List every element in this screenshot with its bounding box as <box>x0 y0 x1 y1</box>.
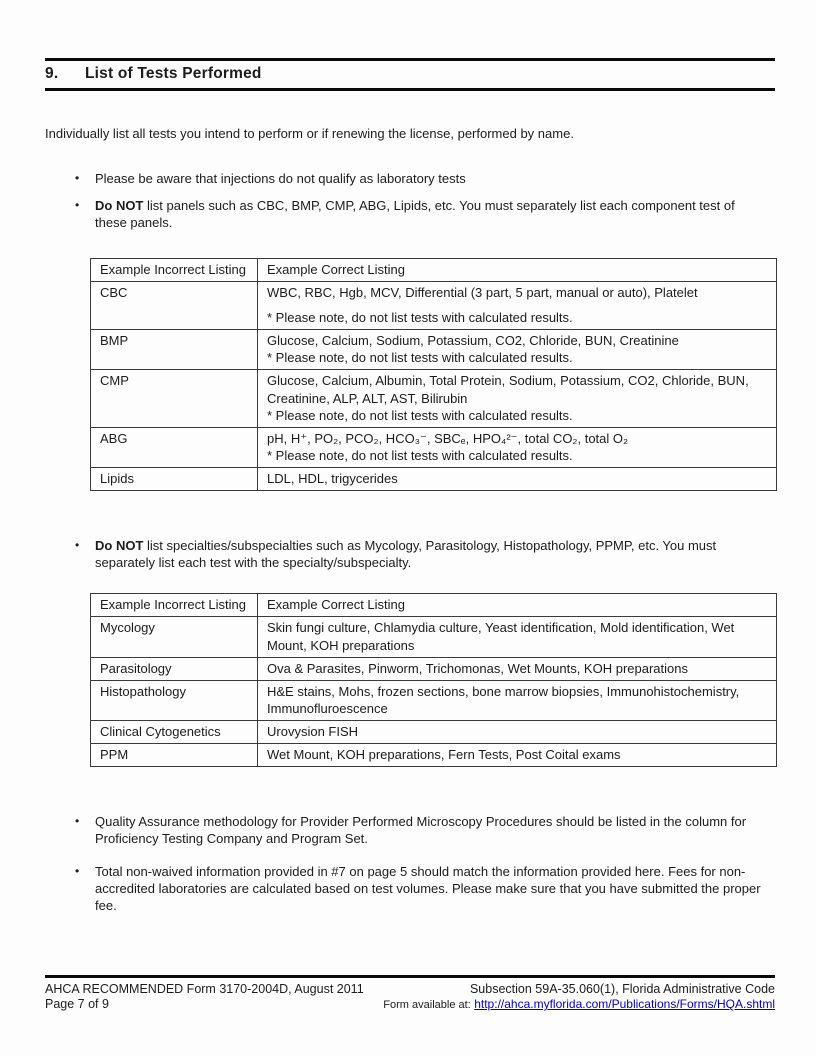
bullet-marker <box>75 864 95 915</box>
table-row <box>91 744 777 767</box>
bullet-body: Total non-waived information provided in #7 on page 5 should match the information provided here. Fees for non-accredited laboratories are calculated based on test volumes. Please make sure that you have submitted the proper fee. <box>95 864 761 914</box>
footer-right <box>383 982 775 1013</box>
incorrect-cell: Lipids <box>91 468 258 491</box>
table-row <box>91 721 777 744</box>
footer-left <box>45 982 364 1013</box>
correct-cell: Urovysion FISH <box>258 721 777 744</box>
column-header-incorrect: Example Incorrect Listing <box>91 258 258 281</box>
table-row <box>91 281 777 329</box>
incorrect-cell: Mycology <box>91 617 258 657</box>
incorrect-cell: Parasitology <box>91 657 258 680</box>
incorrect-cell: CMP <box>91 370 258 427</box>
section-number: 9. <box>45 65 59 82</box>
bullet-marker <box>75 198 95 232</box>
table-row <box>91 468 777 491</box>
correct-cell <box>258 468 777 491</box>
note-text: * Please note, do not list tests with calculated results. <box>267 350 573 366</box>
subsection-text: Subsection 59A-35.060(1), Florida Administrative Code <box>469 982 775 996</box>
table-row <box>91 680 777 720</box>
section-heading-block <box>45 58 775 91</box>
note-text: * Please note, do not list tests with calculated results. <box>267 448 573 464</box>
bullet-text <box>95 538 767 572</box>
incorrect-cell: PPM <box>91 744 258 767</box>
table-header-row <box>91 258 777 281</box>
incorrect-cell: ABG <box>91 427 258 467</box>
table-row <box>91 330 777 370</box>
section-title: List of Tests Performed <box>85 65 262 82</box>
table-row <box>91 427 777 467</box>
bottom-bullet-list <box>45 814 775 914</box>
bullet-item <box>75 814 775 848</box>
correct-text: WBC, RBC, Hgb, MCV, Differential (3 part, 5 part, manual or auto), Platelet <box>267 284 698 300</box>
table-row <box>91 617 777 657</box>
bullet-text <box>95 171 767 188</box>
bullet-item <box>75 864 775 915</box>
table-row <box>91 657 777 680</box>
intro-paragraph: Individually list all tests you intend to perform or if renewing the license, performed by name. <box>45 126 574 142</box>
correct-cell <box>258 330 777 370</box>
column-header-incorrect: Example Incorrect Listing <box>91 594 258 617</box>
incorrect-cell: CBC <box>91 281 258 329</box>
table-row <box>91 370 777 427</box>
correct-cell: Ova & Parasites, Pinworm, Trichomonas, Wet Mounts, KOH preparations <box>258 657 777 680</box>
note-text: * Please note, do not list tests with calculated results. <box>267 310 573 326</box>
bullet-marker <box>75 171 95 188</box>
correct-cell <box>258 281 777 329</box>
bullet-text <box>95 198 767 232</box>
panel-examples-table <box>90 258 777 492</box>
correct-cell <box>258 370 777 427</box>
correct-text: Glucose, Calcium, Sodium, Potassium, CO2, Chloride, BUN, Creatinine <box>267 333 679 349</box>
incorrect-cell: Clinical Cytogenetics <box>91 721 258 744</box>
incorrect-cell: Histopathology <box>91 680 258 720</box>
incorrect-cell: BMP <box>91 330 258 370</box>
form-url-link[interactable]: http://ahca.myflorida.com/Publications/Forms/HQA.shtml <box>474 997 775 1012</box>
bullet-marker <box>75 814 95 848</box>
bullet-body: list specialties/subspecialties such as Mycology, Parasitology, Histopathology, PPMP, etc. You must separately list each test with the specialty/subspecialty. <box>95 538 717 571</box>
mid-bullet-list <box>45 538 775 572</box>
form-id-text: AHCA RECOMMENDED Form 3170-2004D, August 2011 <box>45 982 364 996</box>
bullet-body: Please be aware that injections do not qualify as laboratory tests <box>95 171 466 187</box>
bullet-item <box>75 538 775 572</box>
bullet-bold-lead: Do NOT <box>95 197 144 213</box>
form-available-line <box>383 997 775 1012</box>
form-available-label: Form available at: <box>383 999 471 1012</box>
bullet-item <box>75 198 775 232</box>
bullet-marker <box>75 538 95 572</box>
correct-cell <box>258 427 777 467</box>
bullet-body: Quality Assurance methodology for Provider Performed Microscopy Procedures should be listed in the column for Proficiency Testing Company and Program Set. <box>95 814 747 847</box>
top-bullet-list <box>45 171 775 232</box>
correct-cell: H&E stains, Mohs, frozen sections, bone marrow biopsies, Immunohistochemistry, Immunofluroescence <box>258 680 777 720</box>
correct-cell: Wet Mount, KOH preparations, Fern Tests, Post Coital exams <box>258 744 777 767</box>
correct-text: LDL, HDL, trigycerides <box>267 471 398 487</box>
correct-text: Glucose, Calcium, Albumin, Total Protein, Sodium, Potassium, CO2, Chloride, BUN, Creatinine, ALP, ALT, AST, Bilirubin <box>267 373 749 406</box>
section-heading <box>45 64 775 84</box>
correct-text: pH, H⁺, PO₂, PCO₂, HCO₃⁻, SBCₑ, HPO₄²⁻, total CO₂, total O₂ <box>267 430 629 446</box>
bullet-text <box>95 864 767 915</box>
specialty-examples-table <box>90 593 777 767</box>
page-content <box>0 58 816 915</box>
bullet-body: list panels such as CBC, BMP, CMP, ABG, Lipids, etc. You must separately list each component test of these panels. <box>95 197 735 230</box>
bullet-item <box>75 171 775 188</box>
bullet-text <box>95 814 767 848</box>
column-header-correct: Example Correct Listing <box>258 594 777 617</box>
column-header-correct: Example Correct Listing <box>258 258 777 281</box>
note-text: * Please note, do not list tests with calculated results. <box>267 407 573 423</box>
table-header-row <box>91 594 777 617</box>
bullet-bold-lead: Do NOT <box>95 538 144 554</box>
correct-cell: Skin fungi culture, Chlamydia culture, Yeast identification, Mold identification, Wet Mount, KOH preparations <box>258 617 777 657</box>
page-footer <box>45 975 775 1013</box>
page-number-text: Page 7 of 9 <box>45 997 109 1012</box>
